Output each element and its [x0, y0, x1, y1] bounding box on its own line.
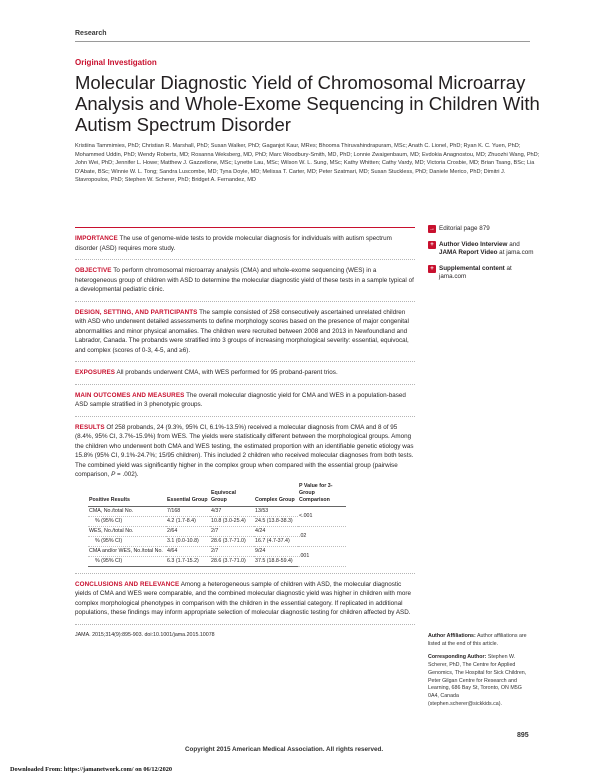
- top-rule: [75, 41, 530, 42]
- corresponding-author: [428, 654, 533, 709]
- table-header: Equivocal Group: [210, 482, 254, 507]
- plus-icon: +: [428, 265, 436, 273]
- outcomes-heading: MAIN OUTCOMES AND MEASURES: [75, 391, 185, 399]
- abstract-objective: [75, 259, 415, 295]
- table-cell: CMA, No./total No.: [88, 506, 166, 516]
- jama-report-label: JAMA Report Video: [439, 249, 498, 256]
- results-p-label: P: [111, 471, 116, 478]
- citation: JAMA. 2015;314(9):895-903. doi:10.1001/jama.2015.10078: [75, 624, 415, 641]
- arrow-icon: →: [429, 226, 435, 232]
- article-title: Molecular Diagnostic Yield of Chromosomal Microarray Analysis and Whole-Exome Sequencing in Children With Autism Spectrum Disorder: [75, 72, 540, 135]
- author-list: Kristiina Tammimies, PhD; Christian R. Marshall, PhD; Susan Walker, PhD; Gaganjot Kaur, MRes; Bhooma Thiruvahindrapuram, MSc; Anath C. Lionel, PhD; Ryan K. C. Yuen, PhD; Mohammed Uddin, PhD; Wendy Roberts, MD; Rosanna Weksberg, MD, PhD; Marc Woodbury-Smith, MD, PhD; Lonnie Zwaigenbaum, MD; Evdokia Anagnostou, MD; Zhuozhi Wang, PhD; John Wei, PhD; Jennifer L. Howe; Matthew J. Gazzellone, MSc; Lynette Lau, MSc; Wilson W. L. Sung, MSc; Kathy Whitten; Cathy Vardy, MD; Victoria Crosbie, MD; Brian Tsang, BSc; Lia D'Abate, BSc; Winnie W. L. Tong; Sandra Luscombe, MD; Tyna Doyle, MD; Melissa T. Carter, MD; Peter Szatmari, MD; Susan Stuckless, PhD; Daniele Merico, PhD; Dimitri J. Stavropoulos, PhD; Stephen W. Scherer, PhD; Bridget A. Fernandez, MD: [75, 143, 540, 184]
- results-text: Of 258 probands, 24 (9.3%, 95% CI, 6.1%-13.5%) received a molecular diagnosis from CMA and 8 of 95 (8.4%, 95% CI, 3.7%-15.9%) from WES. The yields were statistically different between the morphological groups. Among the children who underwent both CMA and WES testing, the estimated proportion with an identifiable genetic etiology was 15.8% (95% CI, 9.1%-24.7%; 15/95 children). This included 2 children who received molecular diagnoses from both tests. The combined yield was significantly higher in the complex group when compared with the essential group (pairwise comparison,: [75, 423, 414, 478]
- plus-icon: +: [428, 241, 436, 249]
- conclusions-text: Among a heterogeneous sample of children with ASD, the molecular diagnostic yields of CMA and WES were comparable, and the combined molecular diagnostic yield was higher in children with more complex morphological phenotypes in comparison with the children in the essential category. If replicated in additional populations, these findings may inform appropriate selection of molecular diagnostic testing for children affected by ASD.: [75, 580, 411, 616]
- table-cell: 16.7 (4.7-37.4): [254, 536, 298, 546]
- table-cell: 2/64: [166, 526, 210, 536]
- article-kicker: Original Investigation: [75, 58, 157, 67]
- importance-text: The use of genome-wide tests to provide molecular diagnosis for individuals with autism spectrum disorder (ASD) requires more study.: [75, 235, 392, 252]
- supplemental-label: Supplemental content: [439, 264, 505, 272]
- table-cell: 2/7: [210, 526, 254, 536]
- editorial-label: Editorial page 879: [439, 225, 490, 232]
- abstract-outcomes: [75, 384, 415, 410]
- table-header: Essential Group: [166, 482, 210, 507]
- table-cell: 4.2 (1.7-8.4): [166, 516, 210, 526]
- table-header-row: [88, 482, 346, 507]
- table-cell-p: <.001: [298, 506, 346, 526]
- abstract-exposures: [75, 361, 415, 378]
- abstract: [75, 227, 415, 640]
- abstract-importance: [75, 227, 415, 253]
- video-rest: at jama.com: [497, 249, 534, 256]
- video-and: and: [507, 240, 520, 248]
- table-header: P Value for 3-Group Comparison: [298, 482, 346, 507]
- table-cell: 3.1 (0.0-10.8): [166, 536, 210, 546]
- table-cell: % (95% CI): [88, 556, 166, 566]
- table-cell: 28.6 (3.7-71.0): [210, 536, 254, 546]
- table-cell: 2/7: [210, 546, 254, 556]
- table-cell: 9/24: [254, 546, 298, 556]
- table-cell: % (95% CI): [88, 536, 166, 546]
- table-cell: 10.8 (3.0-25.4): [210, 516, 254, 526]
- table-cell: 4/64: [166, 546, 210, 556]
- supplemental-rest: at jama.com: [439, 264, 512, 280]
- results-heading: RESULTS: [75, 423, 105, 431]
- author-affiliations: [428, 633, 533, 649]
- table-cell: 7/168: [166, 506, 210, 516]
- editorial-link[interactable]: [428, 225, 538, 234]
- table-row: [88, 506, 346, 516]
- supplemental-link[interactable]: [428, 265, 538, 282]
- table-row: [88, 526, 346, 536]
- table-cell-p: .02: [298, 526, 346, 546]
- table-cell: WES, No./total No.: [88, 526, 166, 536]
- table-cell: 4/24: [254, 526, 298, 536]
- outcomes-text: The overall molecular diagnostic yield for CMA and WES in a population-based ASD sample stratified in 3 phenotypic groups.: [75, 391, 406, 408]
- table-cell: CMA and/or WES, No./total No.: [88, 546, 166, 556]
- table-cell: 13/53: [254, 506, 298, 516]
- table-cell-p: .001: [298, 546, 346, 566]
- page-number: 895: [517, 732, 529, 739]
- table-row: [88, 546, 346, 556]
- affiliations-heading: Author Affiliations:: [428, 633, 476, 639]
- table-header: Complex Group: [254, 482, 298, 507]
- results-text-end: = .002).: [115, 471, 139, 478]
- table-cell: 6.3 (1.7-15.2): [166, 556, 210, 566]
- table-cell: 37.5 (18.8-59.4): [254, 556, 298, 566]
- affiliations-text: Author affiliations are listed at the end of this article.: [428, 633, 527, 647]
- section-label: Research: [75, 30, 107, 37]
- abstract-results: [75, 416, 415, 567]
- design-heading: DESIGN, SETTING, AND PARTICIPANTS: [75, 308, 198, 316]
- conclusions-heading: CONCLUSIONS AND RELEVANCE: [75, 580, 180, 588]
- copyright: Copyright 2015 American Medical Association. All rights reserved.: [185, 746, 384, 753]
- download-notice: Downloaded From: https://jamanetwork.com/ on 06/12/2020: [10, 766, 173, 773]
- objective-text: To perform chromosomal microarray analysis (CMA) and whole-exome sequencing (WES) in a heterogeneous group of children with ASD to determine the molecular diagnostic yield of these tests in a sample typical of a developmental pediatric clinic.: [75, 267, 414, 293]
- design-text: The sample consisted of 258 consecutively ascertained unrelated children with ASD who underwent detailed assessments to define morphology scores based on the presence of major congenital abnormalities and minor physical anomalies. The children were recruited between 2008 and 2013 in Newfoundland and Labrador, Canada. The probands were stratified into 3 groups of increasing morphological severity: essential, equivocal, and complex (scores of 0-3, 4-5, and ≥6).: [75, 308, 409, 354]
- abstract-conclusions: [75, 573, 415, 618]
- corresponding-heading: Corresponding Author:: [428, 653, 487, 660]
- corresponding-text: Stephen W. Scherer, PhD, The Centre for Applied Genomics, The Hospital for Sick Children, Peter Gilgan Centre for Research and Learning, 686 Bay St, Toronto, ON M5G 0A4, Canada (stephen.scherer@sickkids.ca).: [428, 653, 527, 708]
- table-cell: 24.5 (13.8-38.3): [254, 516, 298, 526]
- sidebar: [428, 225, 538, 289]
- objective-heading: OBJECTIVE: [75, 267, 112, 274]
- abstract-design: [75, 301, 415, 356]
- table-cell: 28.6 (3.7-71.0): [210, 556, 254, 566]
- table-header: Positive Results: [88, 482, 166, 507]
- video-link[interactable]: [428, 241, 538, 258]
- table-cell: % (95% CI): [88, 516, 166, 526]
- exposures-heading: EXPOSURES: [75, 369, 116, 376]
- table-cell: 4/37: [210, 506, 254, 516]
- video-label: Author Video Interview: [439, 240, 508, 248]
- importance-heading: IMPORTANCE: [75, 235, 118, 242]
- exposures-text: All probands underwent CMA, with WES performed for 95 proband-parent trios.: [116, 369, 338, 376]
- affiliations: [428, 633, 533, 714]
- results-table: [88, 482, 346, 567]
